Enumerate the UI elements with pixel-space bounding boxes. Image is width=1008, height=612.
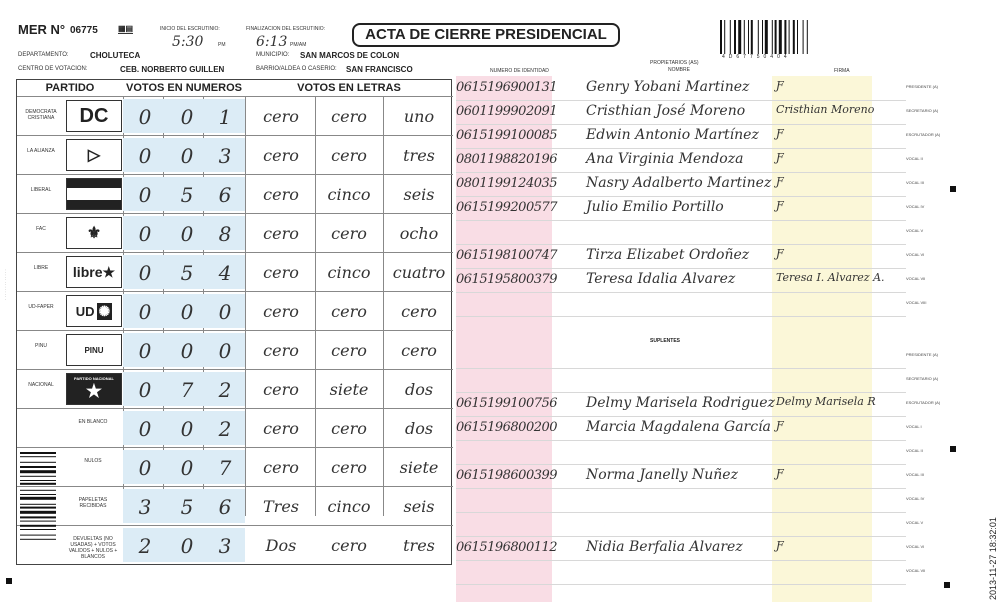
member-name: Norma Janelly Nuñez: [586, 467, 738, 483]
vote-digit: 0: [138, 378, 152, 402]
barcode-top-icon: [720, 20, 840, 54]
member-name: Marcia Magdalena García: [586, 419, 771, 435]
barcode-bar: [20, 466, 56, 468]
barcode-bar: [765, 20, 768, 54]
vote-digit: 0: [138, 417, 152, 441]
vote-digit: 6: [218, 183, 232, 207]
vote-word: cero: [331, 302, 367, 321]
vote-digit: 0: [138, 222, 152, 246]
barcode-bar: [20, 535, 56, 536]
member-id: 0601199902091: [456, 104, 558, 119]
vote-digit: 0: [218, 339, 232, 363]
barcode-bar: [20, 507, 56, 509]
member-id: 0801199124035: [456, 176, 558, 191]
member-role: VOCAL III: [906, 180, 924, 185]
vote-word: seis: [403, 185, 435, 204]
barcode-bar: [803, 20, 804, 54]
vote-word: uno: [403, 107, 435, 126]
barcode-bar: [730, 20, 731, 54]
member-signature: Delmy Marisela R: [776, 395, 876, 408]
member-name: Ana Virginia Mendoza: [586, 151, 744, 167]
barcode-bar: [20, 497, 56, 500]
registration-mark: [6, 578, 12, 584]
member-signature: Ƒ: [776, 247, 784, 260]
summary-row: [17, 486, 453, 525]
summary-row: [17, 525, 453, 564]
barcode-bar: [20, 462, 56, 463]
barcode-bar: [758, 20, 759, 54]
member-name: Cristhian José Moreno: [586, 103, 746, 119]
party-row: [17, 291, 453, 330]
name-header: NOMBRE: [668, 67, 690, 73]
vote-word: cero: [263, 380, 299, 399]
member-role: VOCAL IV: [906, 204, 925, 209]
vote-word: cero: [263, 341, 299, 360]
vote-word: cero: [401, 302, 437, 321]
inicio-unit: PM: [218, 42, 226, 48]
inicio-time: 5:30: [172, 34, 204, 50]
member-row: [456, 294, 927, 317]
vote-digit: 7: [180, 378, 194, 402]
member-id: 0615199100085: [456, 128, 558, 143]
member-signature: Ƒ: [776, 127, 784, 140]
party-logo-icon: [66, 217, 122, 249]
member-id: 0615196800200: [456, 420, 558, 435]
vote-digit: 0: [180, 456, 194, 480]
member-name: Delmy Marisela Rodriguez: [586, 395, 775, 411]
barcode-number: 4D67750404: [722, 54, 791, 60]
vote-digit: 5: [180, 261, 194, 285]
member-role: PRESIDENTE (A): [906, 84, 939, 89]
document-title: ACTA DE CIERRE PRESIDENCIAL: [352, 23, 620, 47]
member-role: VOCAL II: [906, 448, 923, 453]
party-logo-icon: [66, 334, 122, 366]
member-row: [456, 198, 925, 221]
member-row: [456, 102, 939, 125]
vote-word: cero: [331, 224, 367, 243]
summary-row: [17, 447, 453, 486]
party-name: LIBERAL: [30, 187, 52, 193]
barcode-bar: [738, 20, 741, 54]
barcode-bar: [807, 20, 808, 54]
member-name: Genry Yobani Martinez: [586, 79, 750, 95]
barcode-bar: [20, 529, 56, 530]
party-name: NACIONAL: [28, 382, 54, 388]
member-row: [456, 126, 941, 149]
inicio-label: INICIO DEL ESCRUTINIO:: [160, 26, 220, 32]
barcode-bar: [20, 511, 56, 514]
registration-mark: [950, 186, 956, 192]
member-signature: Ƒ: [776, 151, 784, 164]
barrio-label: BARRIO/ALDEA O CASERIO:: [256, 66, 337, 72]
barcode-left-icon: [20, 452, 56, 572]
member-name: Julio Emilio Portillo: [586, 199, 724, 215]
barcode-bar: [724, 20, 725, 54]
vote-word: dos: [404, 419, 434, 438]
id-header: NUMERO DE IDENTIDAD: [490, 68, 549, 74]
vote-digit: 0: [180, 339, 194, 363]
member-id: 0615198600399: [456, 468, 558, 483]
vote-word: cero: [263, 224, 299, 243]
barcode-bar: [775, 20, 777, 54]
vote-digit: 0: [138, 339, 152, 363]
member-name: Tirza Elizabet Ordoñez: [586, 247, 750, 263]
mer-number: 06775: [70, 25, 98, 36]
barcode-bar: [20, 483, 56, 485]
vote-word: dos: [404, 380, 434, 399]
member-row: [456, 370, 939, 393]
member-signature: Cristhian Moreno: [776, 103, 875, 116]
vote-word: cero: [401, 341, 437, 360]
vote-word: cero: [331, 107, 367, 126]
vote-digit: 2: [218, 378, 232, 402]
member-name: Nidia Berfalia Alvarez: [586, 539, 743, 555]
member-signature: Ƒ: [776, 199, 784, 212]
party-name: PINU: [35, 343, 47, 349]
member-id: 0615196900131: [456, 80, 558, 95]
member-id: 0615199100756: [456, 396, 558, 411]
member-row: [456, 270, 926, 293]
party-logo-icon: [66, 178, 122, 210]
barcode-bar: [779, 20, 782, 54]
party-row: [17, 135, 453, 174]
vote-digit: 2: [218, 417, 232, 441]
vote-digit: 3: [138, 495, 152, 519]
vote-digit: 0: [138, 456, 152, 480]
vote-word: cero: [263, 107, 299, 126]
member-signature: Ƒ: [776, 539, 784, 552]
vote-word: cinco: [327, 263, 371, 282]
vote-digit: 7: [218, 456, 232, 480]
barcode-bar: [744, 20, 745, 54]
vote-digit: 0: [138, 183, 152, 207]
registration-mark: [944, 582, 950, 588]
vote-digit: 5: [180, 183, 194, 207]
barcode-bar: [20, 490, 56, 491]
party-logo-text: PARTIDO NACIONAL: [74, 376, 114, 381]
municipio-value: SAN MARCOS DE COLON: [300, 51, 400, 60]
departamento-value: CHOLUTECA: [90, 51, 141, 60]
member-name: Edwin Antonio Martínez: [586, 127, 759, 143]
member-name: Nasry Adalberto Martinez: [586, 175, 772, 191]
vote-digit: 0: [180, 222, 194, 246]
vote-digit: 0: [180, 534, 194, 558]
member-role: VOCAL VII: [906, 276, 926, 281]
barcode-bar: [20, 539, 56, 540]
barcode-bar: [762, 20, 763, 54]
vote-word: cero: [263, 419, 299, 438]
member-row: [456, 78, 939, 101]
barcode-bar: [20, 521, 56, 522]
member-row: [456, 466, 924, 489]
member-role: VOCAL VIII: [906, 300, 927, 305]
member-role: ESCRUTADOR (A): [906, 400, 941, 405]
barcode-bar: [789, 20, 790, 54]
member-role: VOCAL V: [906, 228, 924, 233]
member-role: SECRETARIO (A): [906, 376, 939, 381]
vote-word: ocho: [399, 224, 439, 243]
party-logo-text: libre: [72, 264, 103, 280]
party-logo-text: PINU: [84, 345, 104, 355]
barcode-bar: [20, 476, 56, 477]
vote-digit: 5: [180, 495, 194, 519]
party-row: [17, 213, 453, 252]
votos-letras-header: VOTOS EN LETRAS: [297, 82, 401, 94]
member-signature: Teresa I. Alvarez A.: [776, 271, 885, 284]
flag-icon: ▷: [87, 147, 101, 164]
party-name: LIBRE: [33, 265, 49, 271]
barcode-bar: [20, 452, 56, 454]
member-role: VOCAL VI: [906, 544, 925, 549]
vote-digit: 0: [180, 300, 194, 324]
star-icon: ★: [85, 381, 103, 401]
suplentes-label: SUPLENTES: [650, 338, 681, 344]
vote-digit: 0: [138, 300, 152, 324]
mer-label: MER N°: [18, 22, 66, 37]
party-row: [17, 369, 453, 408]
member-id: 0615199200577: [456, 200, 558, 215]
party-name: DEMOCRATA CRISTIANA: [25, 109, 57, 121]
member-id: 0615198100747: [456, 248, 558, 263]
party-logo-icon: [66, 256, 122, 288]
party-row: [17, 174, 453, 213]
member-row: [456, 222, 924, 245]
member-row: [456, 490, 925, 513]
tse-logo-icon: ▦▤: [118, 24, 134, 33]
vote-digit: 4: [218, 261, 232, 285]
vote-digit: 0: [180, 105, 194, 129]
vote-word: cinco: [327, 185, 371, 204]
final-time: 6:13: [256, 34, 288, 50]
party-name: LA ALIANZA: [27, 148, 55, 154]
vote-digit: 8: [218, 222, 232, 246]
summary-label: NULOS: [84, 458, 102, 464]
vote-word: cero: [331, 146, 367, 165]
party-name: UD-FAPER: [28, 304, 54, 310]
barcode-bar: [748, 20, 749, 54]
vote-word: siete: [329, 380, 369, 399]
vote-word: tres: [403, 536, 435, 555]
vote-digit: 0: [138, 144, 152, 168]
member-row: [456, 394, 941, 417]
barcode-bar: [793, 20, 795, 54]
member-role: PRESIDENTE (A): [906, 352, 939, 357]
member-row: [456, 174, 924, 197]
party-logo-icon: [66, 373, 122, 405]
vote-word: cuatro: [392, 263, 446, 282]
member-row: [456, 346, 939, 369]
barcode-bar: [20, 494, 56, 495]
departamento-label: DEPARTAMENTO:: [18, 52, 69, 58]
centro-label: CENTRO DE VOTACION:: [18, 66, 88, 72]
vote-digit: 0: [180, 144, 194, 168]
member-id: 0615195800379: [456, 272, 558, 287]
barcode-bar: [784, 20, 786, 54]
member-role: VOCAL II: [906, 156, 923, 161]
summary-label: PAPELETAS RECIBIDAS: [78, 497, 108, 509]
side-print-text: · · · · · · · · · · · · ·: [3, 269, 8, 300]
barcode-bar: [20, 470, 56, 473]
member-name: Teresa Idalia Alvarez: [586, 271, 736, 287]
barcode-bar: [720, 20, 722, 54]
vote-word: cero: [331, 458, 367, 477]
vote-digit: 0: [180, 417, 194, 441]
member-role: VOCAL V: [906, 520, 924, 525]
vote-word: cinco: [327, 497, 371, 516]
member-role: VOCAL I: [906, 424, 922, 429]
sun-icon: ✺: [98, 302, 111, 319]
final-label: FINALIZACION DEL ESCRUTINIO:: [246, 26, 325, 32]
member-role: VOCAL VI: [906, 252, 925, 257]
party-logo-icon: [66, 139, 122, 171]
vote-digit: 0: [138, 105, 152, 129]
member-role: VOCAL III: [906, 472, 924, 477]
barcode-bar: [20, 456, 56, 457]
party-row: [17, 252, 453, 291]
member-id: 0801198820196: [456, 152, 558, 167]
vote-digit: 3: [218, 144, 232, 168]
member-signature: Ƒ: [776, 467, 784, 480]
member-row: [456, 150, 923, 173]
sign-header: FIRMA: [834, 68, 850, 74]
vote-word: cero: [331, 419, 367, 438]
member-role: VOCAL VII: [906, 568, 926, 573]
vote-word: cero: [263, 146, 299, 165]
vote-word: cero: [331, 536, 367, 555]
final-unit: PM/AM: [290, 42, 307, 48]
barcode-bar: [734, 20, 736, 54]
party-row: [17, 330, 453, 369]
vote-word: tres: [403, 146, 435, 165]
summary-label: EN BLANCO: [78, 419, 108, 425]
member-row: [456, 514, 924, 537]
party-logo-icon: [66, 295, 122, 327]
party-logo-icon: [66, 100, 122, 132]
member-row: [456, 442, 923, 465]
barcode-bar: [20, 480, 56, 481]
party-name: FAC: [36, 226, 46, 232]
star-icon: ★: [102, 263, 116, 280]
barcode-bar: [20, 525, 56, 527]
barcode-bar: [797, 20, 798, 54]
party-logo-text: DC: [79, 104, 109, 127]
member-signature: Ƒ: [776, 79, 784, 92]
vote-word: cero: [263, 263, 299, 282]
party-row: [17, 96, 453, 135]
member-row: [456, 246, 925, 269]
member-role: ESCRUTADOR (A): [906, 132, 941, 137]
centro-value: CEB. NORBERTO GUILLEN: [120, 65, 225, 74]
votos-numeros-header: VOTOS EN NUMEROS: [126, 82, 242, 94]
member-signature: Ƒ: [776, 175, 784, 188]
barrio-value: SAN FRANCISCO: [346, 65, 413, 74]
votes-table: [16, 79, 452, 565]
shield-icon: ⚜: [86, 225, 102, 242]
summary-label: DEVUELTAS (NO USADAS) + VOTOS VALIDOS + NULOS + BLANCOS: [68, 536, 118, 560]
municipio-label: MUNICIPIO:: [256, 52, 290, 58]
vote-word: seis: [403, 497, 435, 516]
vote-word: Tres: [263, 497, 299, 516]
vote-word: Dos: [265, 536, 297, 555]
member-signature: Ƒ: [776, 419, 784, 432]
vote-digit: 6: [218, 495, 232, 519]
vote-digit: 3: [218, 534, 232, 558]
vote-digit: 0: [218, 300, 232, 324]
barcode-bar: [751, 20, 753, 54]
vote-word: cero: [263, 302, 299, 321]
member-row: [456, 538, 925, 561]
vote-word: cero: [263, 458, 299, 477]
barcode-bar: [20, 516, 56, 518]
vote-digit: 2: [138, 534, 152, 558]
vote-digit: 1: [218, 105, 232, 129]
barcode-bar: [772, 20, 773, 54]
barcode-bar: [20, 504, 56, 505]
partido-header: PARTIDO: [45, 82, 95, 94]
vote-word: cero: [331, 341, 367, 360]
vote-digit: 0: [138, 261, 152, 285]
member-id: 0615196800112: [456, 540, 558, 555]
member-row: [456, 418, 922, 441]
member-row: [456, 562, 926, 585]
member-role: SECRETARIO (A): [906, 108, 939, 113]
registration-mark: [950, 446, 956, 452]
summary-row: [17, 408, 453, 447]
member-role: VOCAL IV: [906, 496, 925, 501]
vote-word: cero: [263, 185, 299, 204]
scan-timestamp: 2013-11-27 18:32:01: [988, 517, 998, 600]
owners-header: PROPIETARIOS (AS): [650, 60, 699, 66]
party-logo-text: UD: [75, 303, 95, 319]
vote-word: siete: [399, 458, 439, 477]
